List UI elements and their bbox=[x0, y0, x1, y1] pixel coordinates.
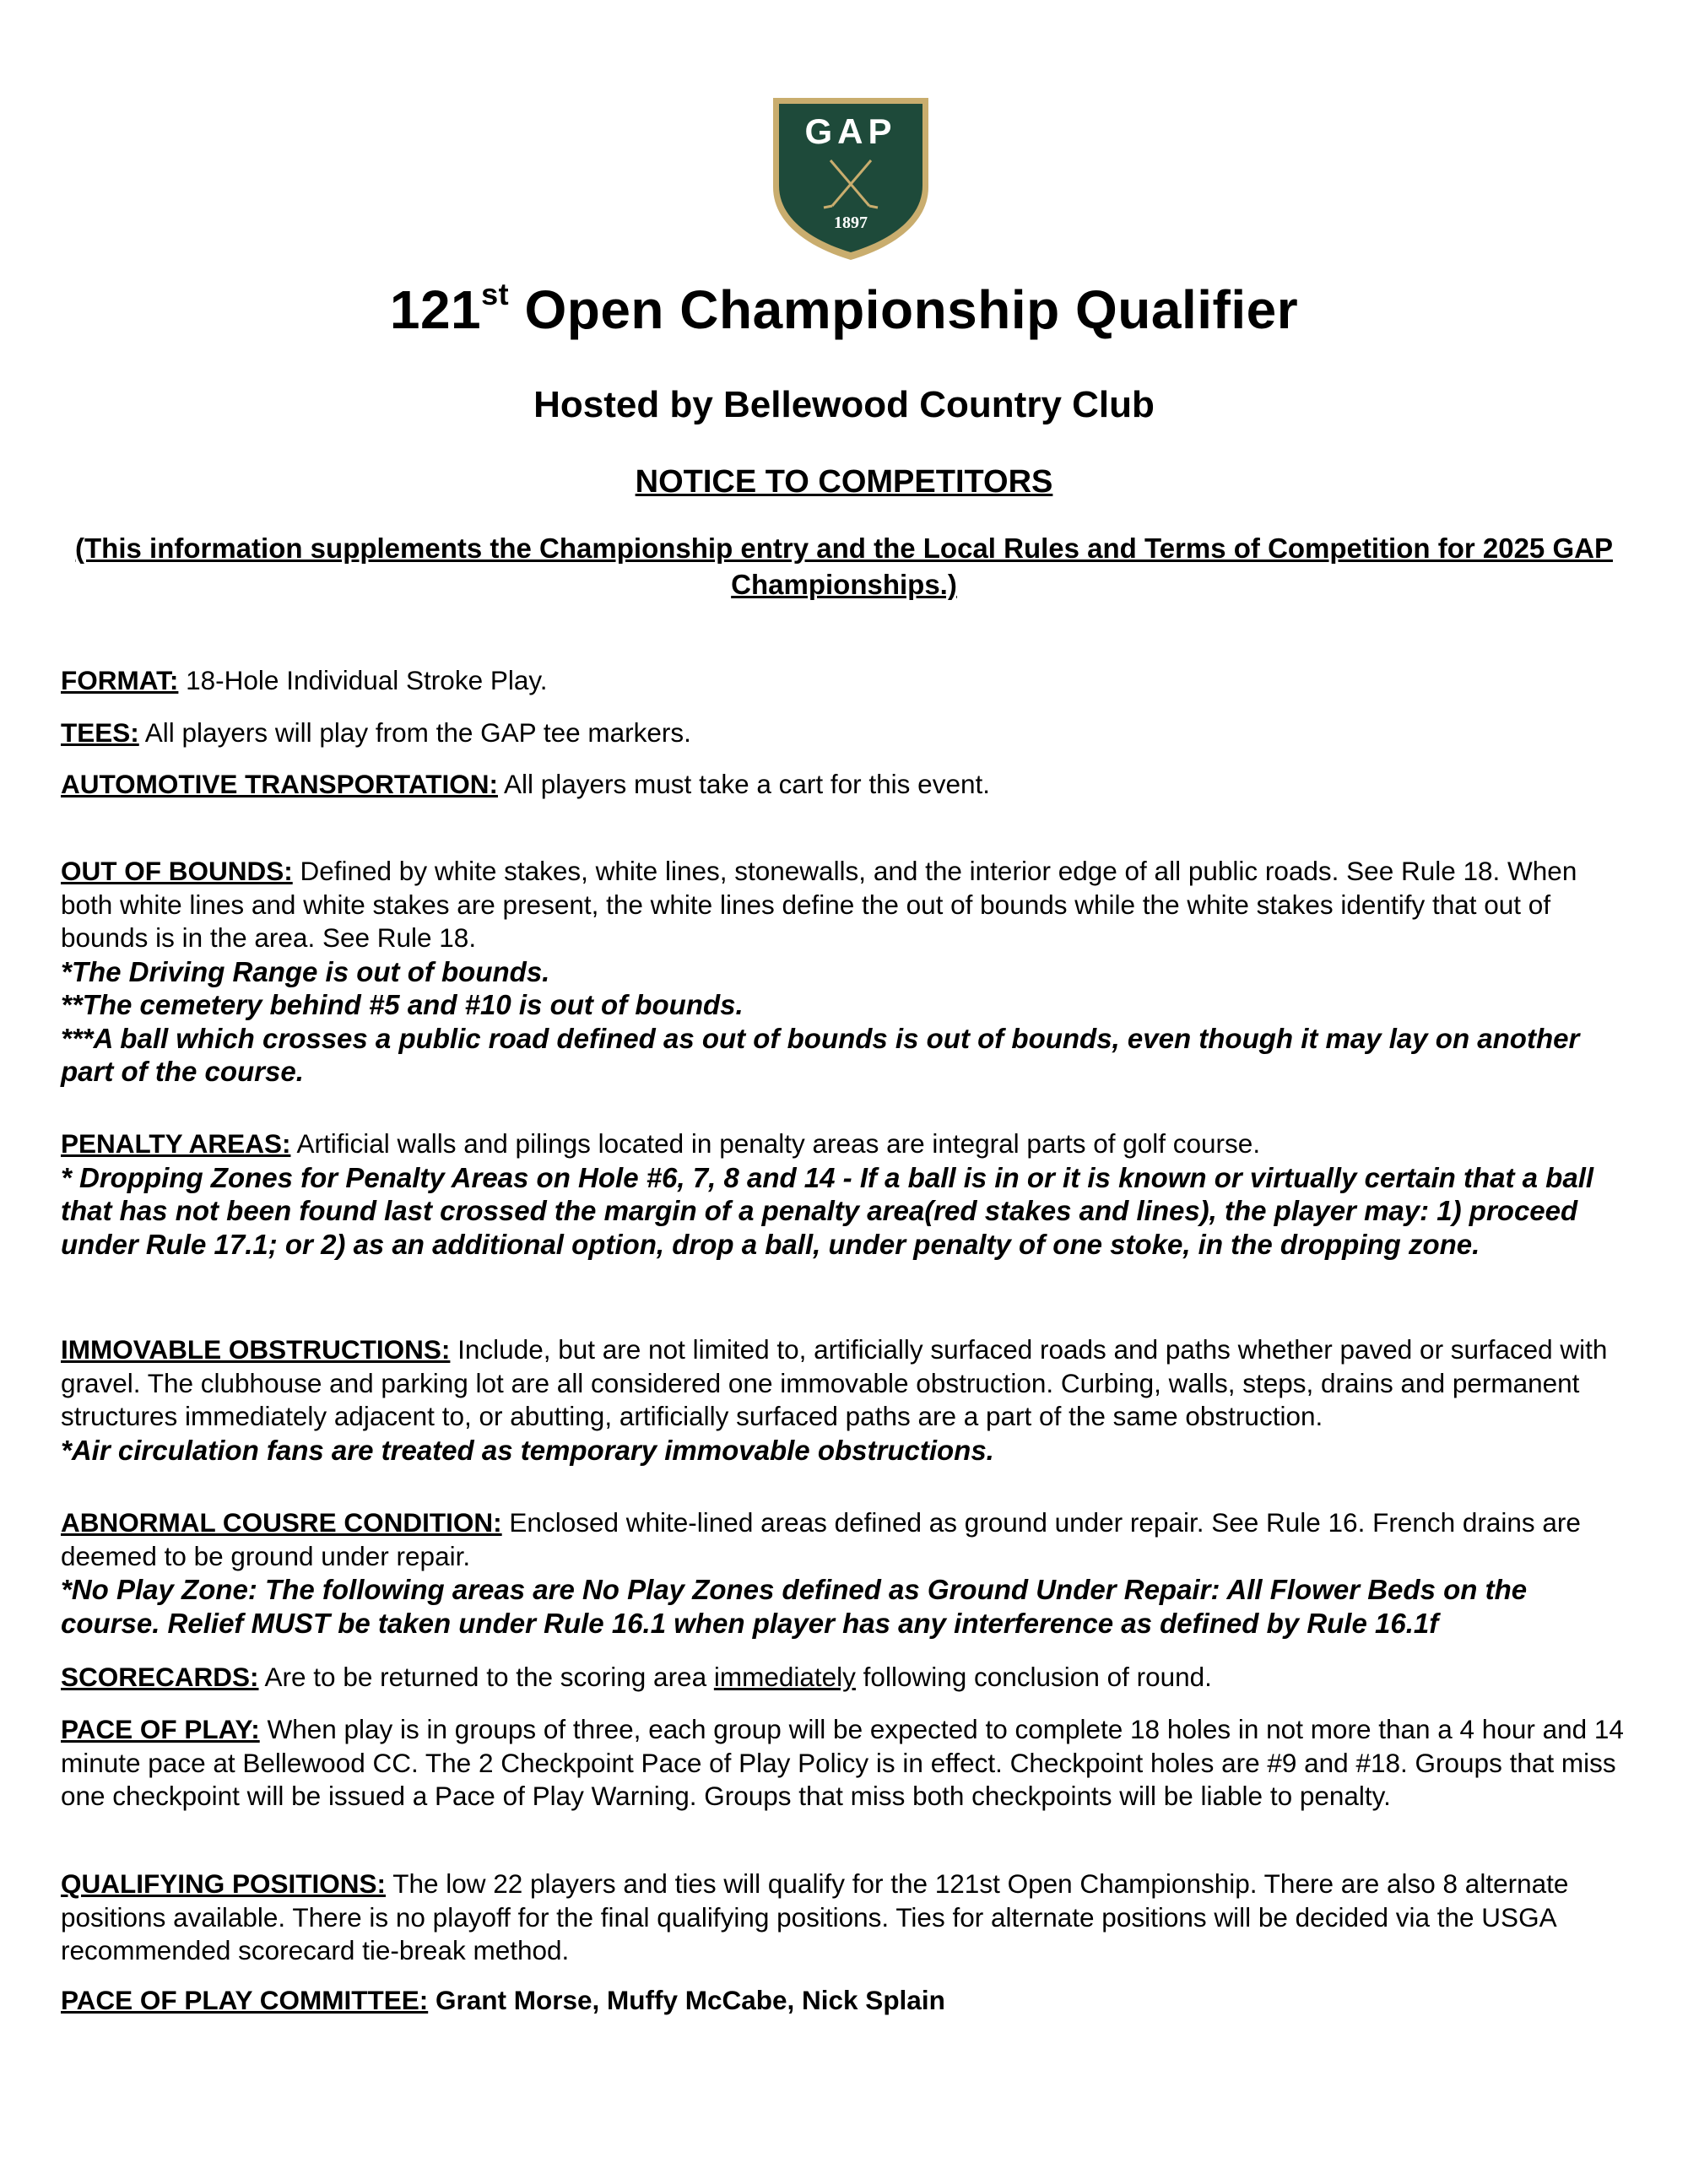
section-transportation bbox=[61, 768, 1631, 802]
page-title: 121st Open Championship Qualifier bbox=[389, 276, 1299, 340]
scorecards-emphasis: immediately bbox=[713, 1662, 856, 1692]
section-format bbox=[61, 664, 1631, 698]
logo-letters: GAP bbox=[804, 111, 897, 151]
committee-label: PACE OF PLAY COMMITTEE: bbox=[61, 1985, 429, 2015]
section-penalty-areas bbox=[61, 1127, 1631, 1261]
immovable-label: IMMOVABLE OBSTRUCTIONS: bbox=[61, 1334, 451, 1365]
tees-label: TEES: bbox=[61, 717, 139, 748]
penalty-text: Artificial walls and pilings located in penalty areas are integral parts of golf course. bbox=[290, 1128, 1261, 1159]
section-committee bbox=[61, 1984, 1631, 2018]
section-qualifying-positions bbox=[61, 1868, 1631, 1968]
host-subtitle: Hosted by Bellewood Country Club bbox=[533, 384, 1155, 425]
immovable-note: *Air circulation fans are treated as temporary immovable obstructions. bbox=[61, 1434, 994, 1466]
gap-shield-logo bbox=[770, 95, 932, 263]
oob-label: OUT OF BOUNDS: bbox=[61, 856, 293, 886]
committee-names: Grant Morse, Muffy McCabe, Nick Splain bbox=[428, 1985, 945, 2015]
abnormal-text: Enclosed white-lined areas defined as ground under repair. See Rule 16. French drains are deemed to be ground under repair. bbox=[61, 1507, 1581, 1571]
section-scorecards: SCORECARDS: Are to be returned to the scoring area immediately following conclusion of round. bbox=[61, 1662, 1212, 1692]
penalty-note: * Dropping Zones for Penalty Areas on Hole #6, 7, 8 and 14 - If a ball is in or it is known or virtually certain that a ball that has not been found last crossed the margin of a penalty area(red stakes and lines), the player may: 1) proceed under Rule 17.1; or 2) as an additional option, drop a ball, under penalty of one stoke, in the dropping zone. bbox=[61, 1161, 1594, 1260]
tees-text: All players will play from the GAP tee markers. bbox=[138, 717, 691, 748]
oob-note: *The Driving Range is out of bounds. bbox=[61, 955, 550, 987]
penalty-label: PENALTY AREAS: bbox=[61, 1128, 291, 1159]
abnormal-label: ABNORMAL COUSRE CONDITION: bbox=[61, 1507, 502, 1538]
section-abnormal-condition bbox=[61, 1506, 1631, 1640]
logo-year: 1897 bbox=[834, 214, 868, 232]
transport-text: All players must take a cart for this event. bbox=[497, 769, 990, 799]
supplement-note: (This information supplements the Championship entry and the Local Rules and Terms of Competition for 2025 GAP Championships.) bbox=[75, 532, 1613, 600]
qualifying-text: The low 22 players and ties will qualify for the 121st Open Championship. There are also 8 alternate positions available. There is no playoff for the final qualifying positions. Ties for alternate positions will be decided via the USGA recommended scorecard tie-break method. bbox=[61, 1868, 1569, 1965]
format-label: FORMAT: bbox=[61, 665, 179, 695]
title-ordinal: st bbox=[481, 276, 510, 311]
oob-note: **The cemetery behind #5 and #10 is out of bounds. bbox=[61, 989, 744, 1020]
pace-text: When play is in groups of three, each group will be expected to complete 18 holes in not more than a 4 hour and 14 minute pace at Bellewood CC. The 2 Checkpoint Pace of Play Policy is in effect. Checkpoint holes are #9 and #18. Groups that miss one checkpoint will be issued a Pace of Play Warning. Groups that miss both checkpoints will be liable to penalty. bbox=[61, 1714, 1624, 1811]
section-immovable-obstructions bbox=[61, 1333, 1631, 1467]
section-out-of-bounds bbox=[61, 855, 1631, 1089]
section-tees bbox=[61, 716, 1631, 750]
pace-label: PACE OF PLAY: bbox=[61, 1714, 260, 1744]
immovable-text: Include, but are not limited to, artificially surfaced roads and paths whether paved or surfaced with gravel. The clubhouse and parking lot are all considered one immovable obstruction. Curbing, walls, steps, drains and permanent structures immediately adjacent to, or abutting, artificially surfaced paths are a part of the same obstruction. bbox=[61, 1334, 1608, 1431]
transport-label: AUTOMOTIVE TRANSPORTATION: bbox=[61, 769, 498, 799]
section-pace-of-play bbox=[61, 1713, 1631, 1814]
qualifying-label: QUALIFYING POSITIONS: bbox=[61, 1868, 387, 1899]
scorecards-label: SCORECARDS: bbox=[61, 1662, 259, 1692]
notice-heading: NOTICE TO COMPETITORS bbox=[635, 464, 1053, 500]
format-text: 18-Hole Individual Stroke Play. bbox=[178, 665, 548, 695]
abnormal-note: *No Play Zone: The following areas are No Play Zones defined as Ground Under Repair: All Flower Beds on the course. Relief MUST be taken under Rule 16.1 when player has any interference as defined by Rule 16.1f bbox=[61, 1574, 1528, 1639]
oob-text: Defined by white stakes, white lines, stonewalls, and the interior edge of all public roads. See Rule 18. When both white lines and white stakes are present, the white lines define the out of bounds while the white stakes identify that out of bounds is in the area. See Rule 18. bbox=[61, 856, 1577, 953]
oob-note: ***A ball which crosses a public road defined as out of bounds is out of bounds, even though it may lay on another part of the course. bbox=[61, 1022, 1580, 1087]
